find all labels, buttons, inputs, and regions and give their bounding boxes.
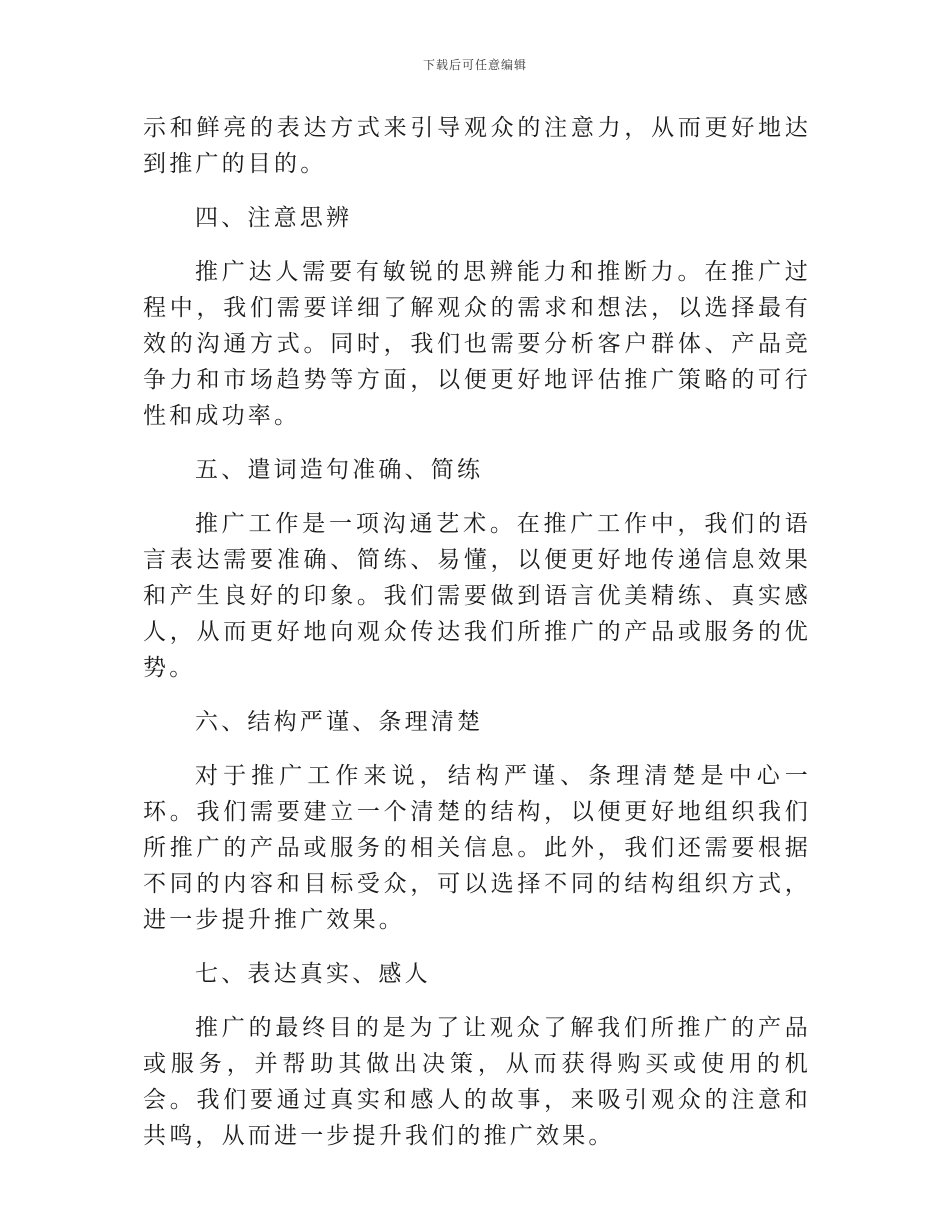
section-heading-4: 四、注意思辨	[195, 205, 353, 231]
page-header: 下载后可任意编辑	[422, 58, 527, 72]
section-heading-6: 六、结构严谨、条理清楚	[195, 709, 484, 735]
section-paragraph-5: 推广工作是一项沟通艺术。在推广工作中，我们的语言表达需要准确、简练、易懂，以便更好地传递信息效果和产生良好的印象。我们需要做到语言优美精练、真实感人，从而更好地向观众传达我们所推广的产品或服务的优势。	[143, 511, 811, 681]
section-paragraph-4: 推广达人需要有敏锐的思辨能力和推断力。在推广过程中，我们需要详细了解观众的需求和想法，以选择最有效的沟通方式。同时，我们也需要分析客户群体、产品竞争力和市场趋势等方面，以便更好地评估推广策略的可行性和成功率。	[143, 259, 811, 429]
document-body	[143, 110, 811, 1154]
section-heading-5: 五、遣词造句准确、简练	[195, 457, 484, 483]
section-paragraph-6: 对于推广工作来说，结构严谨、条理清楚是中心一环。我们需要建立一个清楚的结构，以便更好地组织我们所推广的产品或服务的相关信息。此外，我们还需要根据不同的内容和目标受众，可以选择不同的结构组织方式，进一步提升推广效果。	[143, 763, 811, 933]
section-heading-7: 七、表达真实、感人	[195, 961, 431, 987]
section-paragraph-7: 推广的最终目的是为了让观众了解我们所推广的产品或服务，并帮助其做出决策，从而获得购买或使用的机会。我们要通过真实和感人的故事，来吸引观众的注意和共鸣，从而进一步提升我们的推广效果。	[143, 1015, 811, 1149]
paragraph-continued: 示和鲜亮的表达方式来引导观众的注意力，从而更好地达到推广的目的。	[143, 115, 811, 177]
